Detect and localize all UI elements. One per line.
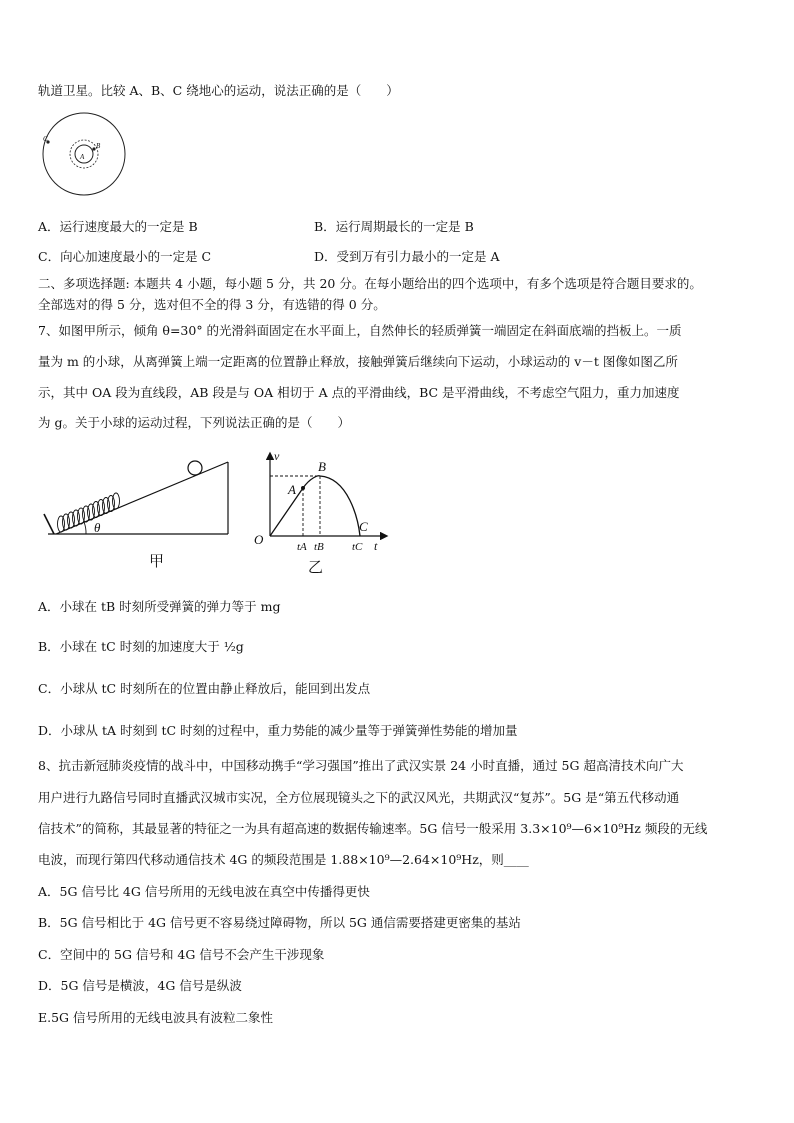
q6-option-a: A．运行速度最大的一定是 B bbox=[38, 219, 198, 234]
baffle-plate bbox=[44, 514, 54, 534]
q7-option-c: C．小球从 tC 时刻所在的位置由静止释放后，能回到出发点 bbox=[38, 681, 371, 696]
q8-line-2: 用户进行九路信号同时直播武汉城市实况，全方位展现镜头之下的武汉风光，共期武汉“复苏”。5G 是“第五代移动通 bbox=[38, 790, 680, 805]
tb-label: tB bbox=[314, 541, 324, 553]
q7-line-4: 为 g。关于小球的运动过程，下列说法正确的是（ ） bbox=[38, 415, 350, 430]
q8-option-a: A．5G 信号比 4G 信号所用的无线电波在真空中传播得更快 bbox=[38, 884, 370, 899]
q8-option-c: C．空间中的 5G 信号和 4G 信号不会产生干涉现象 bbox=[38, 947, 325, 962]
caption-jia: 甲 bbox=[149, 554, 165, 570]
q8-option-d: D．5G 信号是横波，4G 信号是纵波 bbox=[38, 978, 242, 993]
q6-option-c: C．向心加速度最小的一定是 C bbox=[38, 249, 212, 264]
tc-label: tC bbox=[352, 541, 363, 553]
q6-stem: 轨道卫星。比较 A、B、C 绕地心的运动，说法正确的是（ ） bbox=[38, 83, 399, 98]
section2-line1: 二、多项选择题: 本题共 4 小题，每小题 5 分，共 20 分。在每小题给出的四个选项中，有多个选项是符合题目要求的。 bbox=[38, 276, 702, 291]
v-axis-label: v bbox=[274, 449, 280, 463]
q8-line-4: 电波，而现行第四代移动通信技术 4G 的频段范围是 1.88×10⁹—2.64×10⁹Hz，则____ bbox=[38, 852, 529, 867]
q8-line-3: 信技术”的简称，其最显著的特征之一为具有超高速的数据传输速率。5G 信号一般采用 3.3×10⁹—6×10⁹Hz 频段的无线 bbox=[38, 821, 708, 836]
q7-line-3: 示，其中 OA 段为直线段，AB 段是与 OA 相切于 A 点的平滑曲线，BC 是平滑曲线，不考虑空气阻力，重力加速度 bbox=[38, 385, 680, 400]
q6-orbit-figure bbox=[38, 112, 130, 196]
figure-yi bbox=[248, 448, 394, 580]
figure-jia bbox=[38, 452, 238, 577]
t-axis-label: t bbox=[374, 539, 378, 553]
spring bbox=[58, 493, 120, 532]
q7-option-a: A．小球在 tB 时刻所受弹簧的弹力等于 mg bbox=[38, 599, 281, 614]
point-c-label: C bbox=[359, 519, 368, 534]
incline-slope bbox=[56, 462, 228, 534]
q7-line-1: 7、如图甲所示，倾角 θ=30° 的光滑斜面固定在水平面上，自然伸长的轻质弹簧一端固定在斜面底端的挡板上。一质 bbox=[38, 323, 682, 338]
label-c: C bbox=[43, 135, 48, 143]
label-a: A bbox=[80, 153, 85, 161]
label-b: B bbox=[96, 142, 101, 150]
ta-label: tA bbox=[297, 541, 307, 553]
point-b-label: B bbox=[318, 459, 326, 474]
q6-option-d: D．受到万有引力最小的一定是 A bbox=[314, 249, 500, 264]
q8-option-b: B．5G 信号相比于 4G 信号更不容易绕过障碍物，所以 5G 通信需要搭建更密集的基站 bbox=[38, 915, 521, 930]
q7-line-2: 量为 m 的小球，从离弹簧上端一定距离的位置静止释放，接触弹簧后继续向下运动，小球运动的 v－t 图像如图乙所 bbox=[38, 354, 678, 369]
q7-option-d: D．小球从 tA 时刻到 tC 时刻的过程中，重力势能的减少量等于弹簧弹性势能的增加量 bbox=[38, 723, 518, 738]
origin-label: O bbox=[254, 532, 264, 547]
q7-option-b: B．小球在 tC 时刻的加速度大于 ½g bbox=[38, 639, 244, 654]
q6-option-b: B．运行周期最长的一定是 B bbox=[314, 219, 474, 234]
point-a-label: A bbox=[288, 482, 296, 497]
angle-arc bbox=[84, 522, 86, 534]
theta-label: θ bbox=[94, 520, 101, 535]
q8-line-1: 8、抗击新冠肺炎疫情的战斗中，中国移动携手“学习强国”推出了武汉实景 24 小时直播，通过 5G 超高清技术向广大 bbox=[38, 758, 684, 773]
caption-yi: 乙 bbox=[308, 560, 324, 576]
v-t-curve bbox=[270, 476, 360, 536]
ball bbox=[188, 461, 202, 475]
q8-option-e: E.5G 信号所用的无线电波具有波粒二象性 bbox=[38, 1010, 274, 1025]
section2-line2: 全部选对的得 5 分，选对但不全的得 3 分，有选错的得 0 分。 bbox=[38, 297, 386, 312]
point-a bbox=[301, 486, 305, 490]
